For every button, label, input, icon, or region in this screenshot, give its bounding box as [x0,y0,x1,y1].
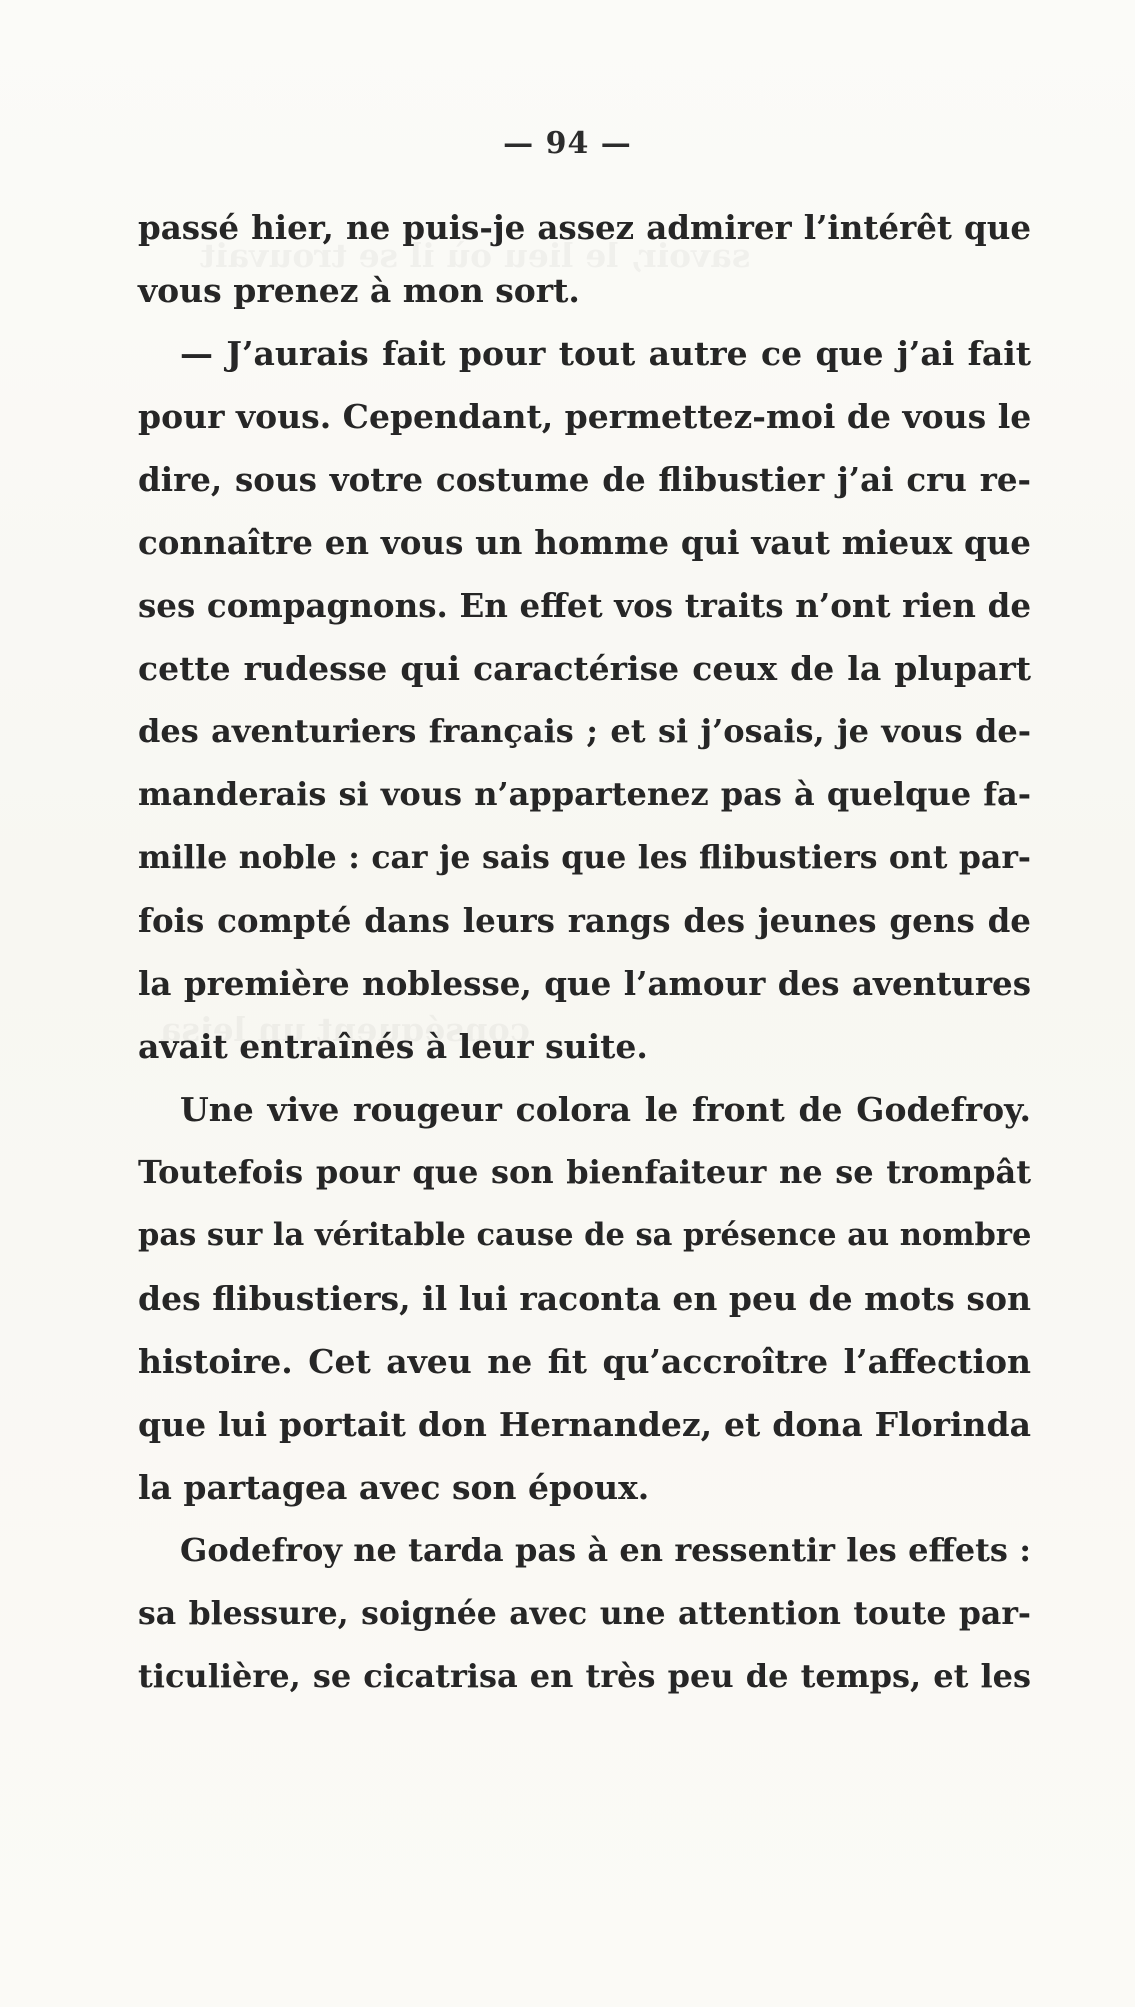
text-line: la partagea avec son époux. [138,1468,650,1507]
text-line: vous prenez à mon sort. [138,271,580,310]
text-line: Toutefois pour que son bienfaiteur ne se trompât [138,1153,1031,1191]
text-line: des flibustiers, il lui raconta en peu de mots son [138,1279,1031,1318]
text-line: avait entraînés à leur suite. [138,1027,648,1066]
text-line: ses compagnons. En effet vos traits n’ont rien de [138,586,1031,625]
text-line: pour vous. Cependant, permettez-moi de vous le [138,397,1032,436]
text-line: des aventuriers français ; et si j’osais, je vous de- [138,712,1031,750]
body-text [138,196,1031,1708]
text-line: sa blessure, soignée avec une attention toute par- [138,1595,1031,1632]
text-line: manderais si vous n’appartenez pas à quelque fa- [138,775,1031,813]
text-line: passé hier, ne puis-je assez admirer l’intérêt que [138,208,1031,247]
text-line: la première noblesse, que l’amour des aventures [138,964,1031,1003]
page-number: — 94 — [503,126,632,161]
text-line: fois compté dans leurs rangs des jeunes gens de [138,901,1031,940]
text-line: Godefroy ne tarda pas à en ressentir les effets : [180,1531,1031,1569]
text-line: pas sur la véritable cause de sa présence au nombre [138,1217,1032,1253]
text-line: ticulière, se cicatrisa en très peu de temps, et les [138,1657,1031,1695]
text-line: — J’aurais fait pour tout autre ce que j’ai fait [180,334,1031,373]
text-line: histoire. Cet aveu ne fit qu’accroître l’affection [138,1342,1031,1381]
text-line: mille noble : car je sais que les flibustiers ont par- [138,839,1031,876]
text-line: que lui portait don Hernandez, et dona Florinda [138,1405,1031,1444]
text-line: Une vive rougeur colora le front de Godefroy. [180,1090,1031,1129]
text-line: dire, sous votre costume de flibustier j’ai cru re- [138,460,1031,499]
text-line: cette rudesse qui caractérise ceux de la plupart [138,649,1031,688]
text-line: connaître en vous un homme qui vaut mieux que [138,523,1031,562]
